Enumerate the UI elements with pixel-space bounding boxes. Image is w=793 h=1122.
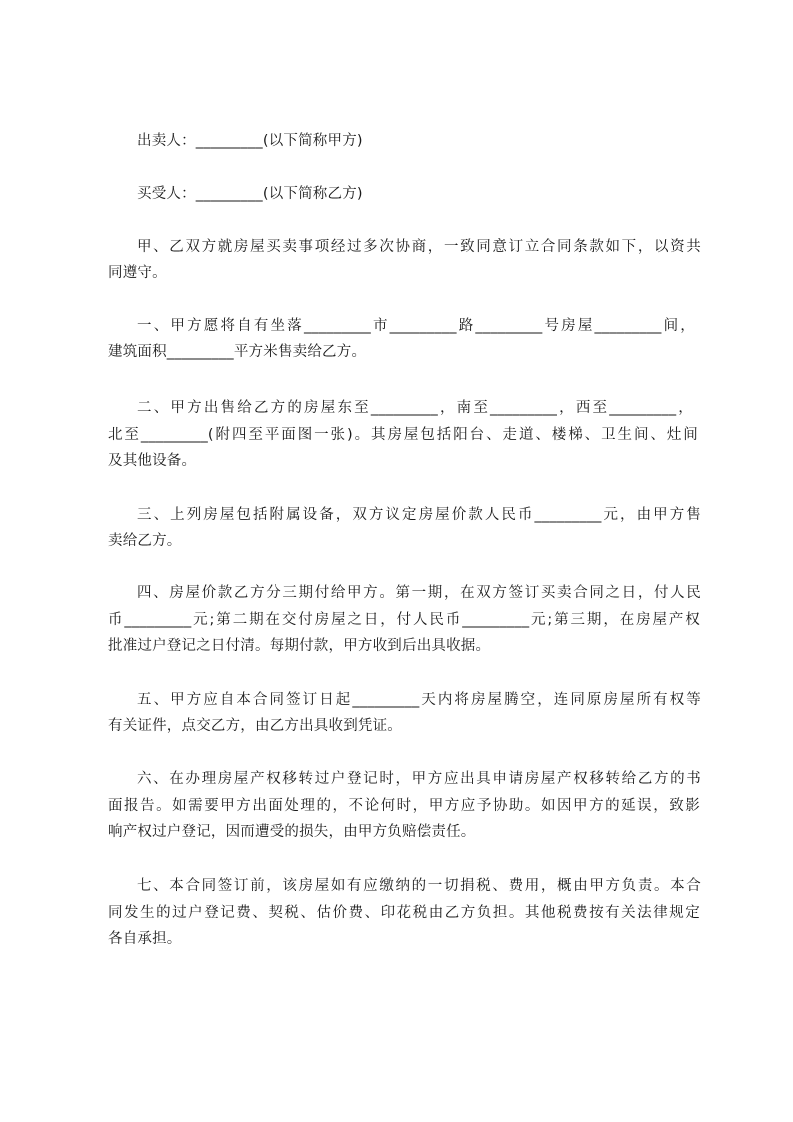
clause-5-line-2: 有关证件，点交乙方，由乙方出具收到凭证。 (108, 718, 402, 734)
clause-6-line-3: 响产权过户登记，因而遭受的损失，由甲方负赔偿责任。 (108, 824, 476, 840)
clause-5-line-1: 五、甲方应自本合同签订日起_________天内将房屋腾空，连同原房屋所有权等 (137, 692, 701, 708)
clause-3-line-1: 三、上列房屋包括附属设备，双方议定房屋价款人民币_________元，由甲方售 (137, 507, 701, 523)
clause-4-line-1: 四、房屋价款乙方分三期付给甲方。第一期，在双方签订买卖合同之日，付人民 (137, 585, 701, 601)
clause-1-line-1: 一、甲方愿将自有坐落_________市_________路_________号房屋_________间， (137, 318, 695, 334)
clause-7-line-2: 同发生的过户登记费、契税、估价费、印花税由乙方负担。其他税费按有关法律规定 (108, 905, 700, 921)
clause-6-line-2: 面报告。如需要甲方出面处理的，不论何时，甲方应予协助。如因甲方的延误，致影 (108, 798, 700, 814)
clause-4-line-3: 批准过户登记之日付清。每期付款，甲方收到后出具收据。 (108, 638, 491, 654)
clause-6-line-1: 六、在办理房屋产权移转过户登记时，甲方应出具申请房屋产权移转给乙方的书 (137, 771, 701, 787)
clause-7-line-1: 七、本合同签订前，该房屋如有应缴纳的一切捐税、费用，概由甲方负责。本合 (137, 878, 701, 894)
clause-2-line-3: 及其他设备。 (108, 453, 197, 469)
clause-1-line-2: 建筑面积_________平方米售卖给乙方。 (108, 344, 367, 360)
clause-2-line-2: 北至_________(附四至平面图一张)。其房屋包括阳台、走道、楼梯、卫生间、灶间 (108, 427, 698, 443)
preamble-line-1: 甲、乙双方就房屋买卖事项经过多次协商，一致同意订立合同条款如下，以资共 (137, 239, 701, 255)
clause-7-line-3: 各自承担。 (108, 931, 182, 947)
buyer-line: 买受人：_________(以下简称乙方) (137, 186, 363, 202)
preamble-line-2: 同遵守。 (108, 265, 167, 281)
clause-3-line-2: 卖给乙方。 (108, 533, 182, 549)
clause-2-line-1: 二、甲方出售给乙方的房屋东至_________，南至_________，西至_________， (137, 400, 693, 416)
seller-line: 出卖人：_________(以下简称甲方) (137, 133, 363, 149)
clause-4-line-2: 币_________元;第二期在交付房屋之日，付人民币_________元;第三期，在房屋产权 (108, 612, 700, 628)
